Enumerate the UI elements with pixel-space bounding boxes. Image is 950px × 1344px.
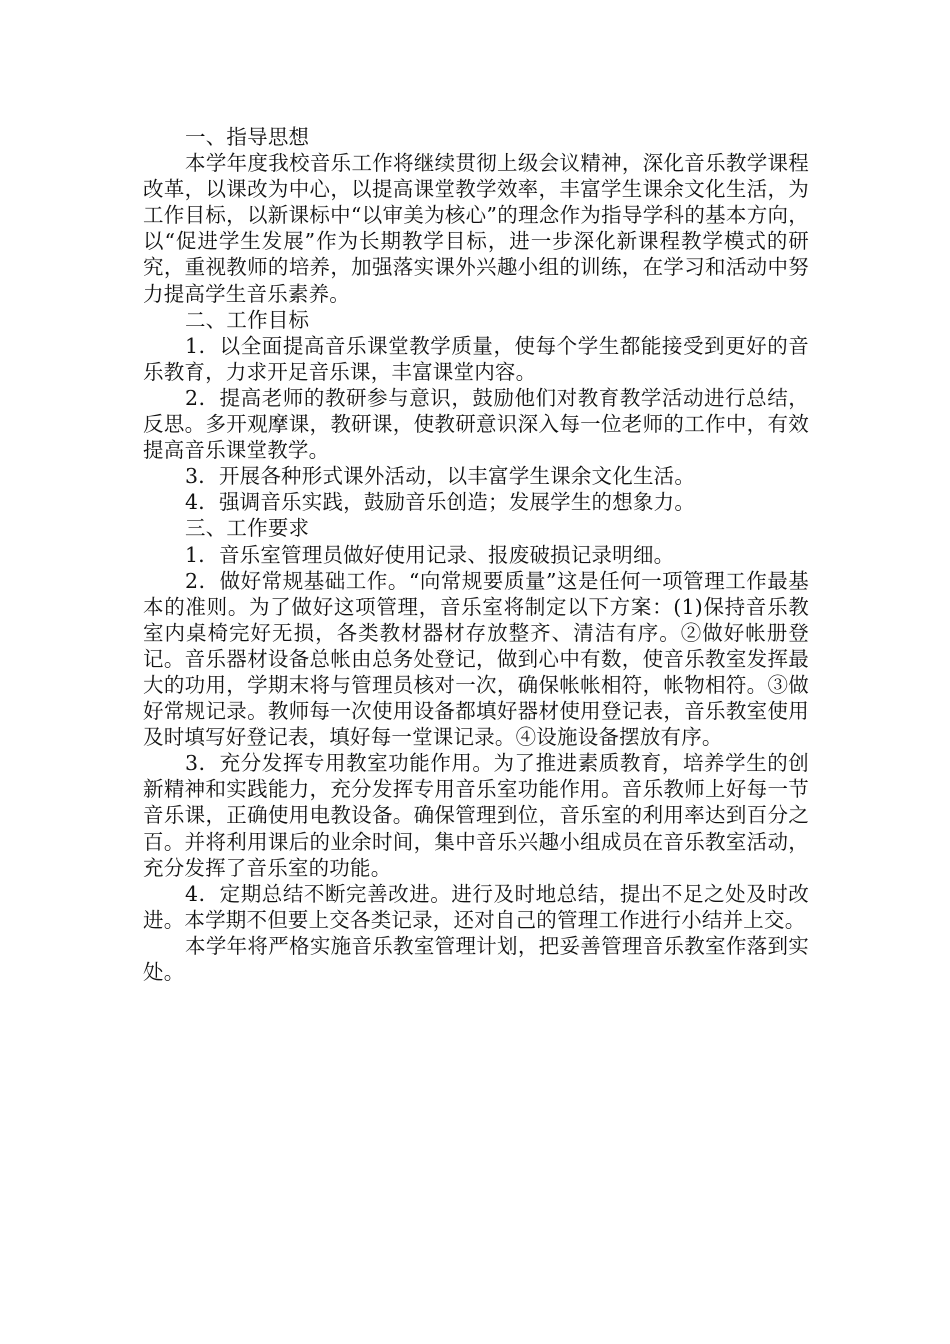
requirement-item-1: 1．音乐室管理员做好使用记录、报废破损记录明细。 <box>185 542 675 567</box>
requirement-item-2: 2．做好常规基础工作。“向常规要质量”这是任何一项管理工作最基本的准则。为了做好这项管理，音乐室将制定以下方案：(1)保持音乐教室内桌椅完好无损，各类教材器材存放整齐、清洁有序。②做好帐册登记。音乐器材设备总帐由总务处登记，做到心中有数，使音乐教室发挥最大的功用，学期末将与管理员核对一次，确保帐帐相符，帐物相符。③做好常规记录。教师每一次使用设备都填好器材使用登记表，音乐教室使用及时填写好登记表，填好每一堂课记录。④设施设备摆放有序。 <box>143 568 809 750</box>
section-heading-work-goals: 二、工作目标 <box>185 307 310 332</box>
goal-item-3: 3．开展各种形式课外活动，以丰富学生课余文化生活。 <box>185 464 696 489</box>
paragraph-guiding-thought: 本学年度我校音乐工作将继续贯彻上级会议精神，深化音乐教学课程改革，以课改为中心，以提高课堂教学效率，丰富学生课余文化生活，为工作目标，以新课标中“以审美为核心”的理念作为指导学科的基本方向，以“促进学生发展”作为长期教学目标，进一步深化新课程教学模式的研究，重视教师的培养，加强落实课外兴趣小组的训练，在学习和活动中努力提高学生音乐素养。 <box>143 151 809 306</box>
goal-item-1: 1．以全面提高音乐课堂教学质量，使每个学生都能接受到更好的音乐教育，力求开足音乐课，丰富课堂内容。 <box>143 333 809 384</box>
requirement-item-4: 4．定期总结不断完善改进。进行及时地总结，提出不足之处及时改进。本学期不但要上交各类记录，还对自己的管理工作进行小结并上交。 <box>143 881 809 932</box>
goal-item-4: 4．强调音乐实践，鼓励音乐创造；发展学生的想象力。 <box>185 490 696 515</box>
document-body <box>143 124 809 985</box>
requirement-item-3: 3．充分发挥专用教室功能作用。为了推进素质教育，培养学生的创新精神和实践能力，充分发挥专用音乐室功能作用。音乐教师上好每一节音乐课，正确使用电教设备。确保管理到位，音乐室的利用率达到百分之百。并将利用课后的业余时间，集中音乐兴趣小组成员在音乐教室活动，充分发挥了音乐室的功能。 <box>143 751 809 880</box>
section-heading-work-requirements: 三、工作要求 <box>185 516 310 541</box>
closing-paragraph: 本学年将严格实施音乐教室管理计划，把妥善管理音乐教室作落到实处。 <box>143 933 809 984</box>
section-heading-guiding-thought: 一、指导思想 <box>185 125 310 149</box>
goal-item-2: 2．提高老师的教研参与意识，鼓励他们对教育教学活动进行总结，反思。多开观摩课，教研课，使教研意识深入每一位老师的工作中，有效提高音乐课堂教学。 <box>143 385 809 463</box>
